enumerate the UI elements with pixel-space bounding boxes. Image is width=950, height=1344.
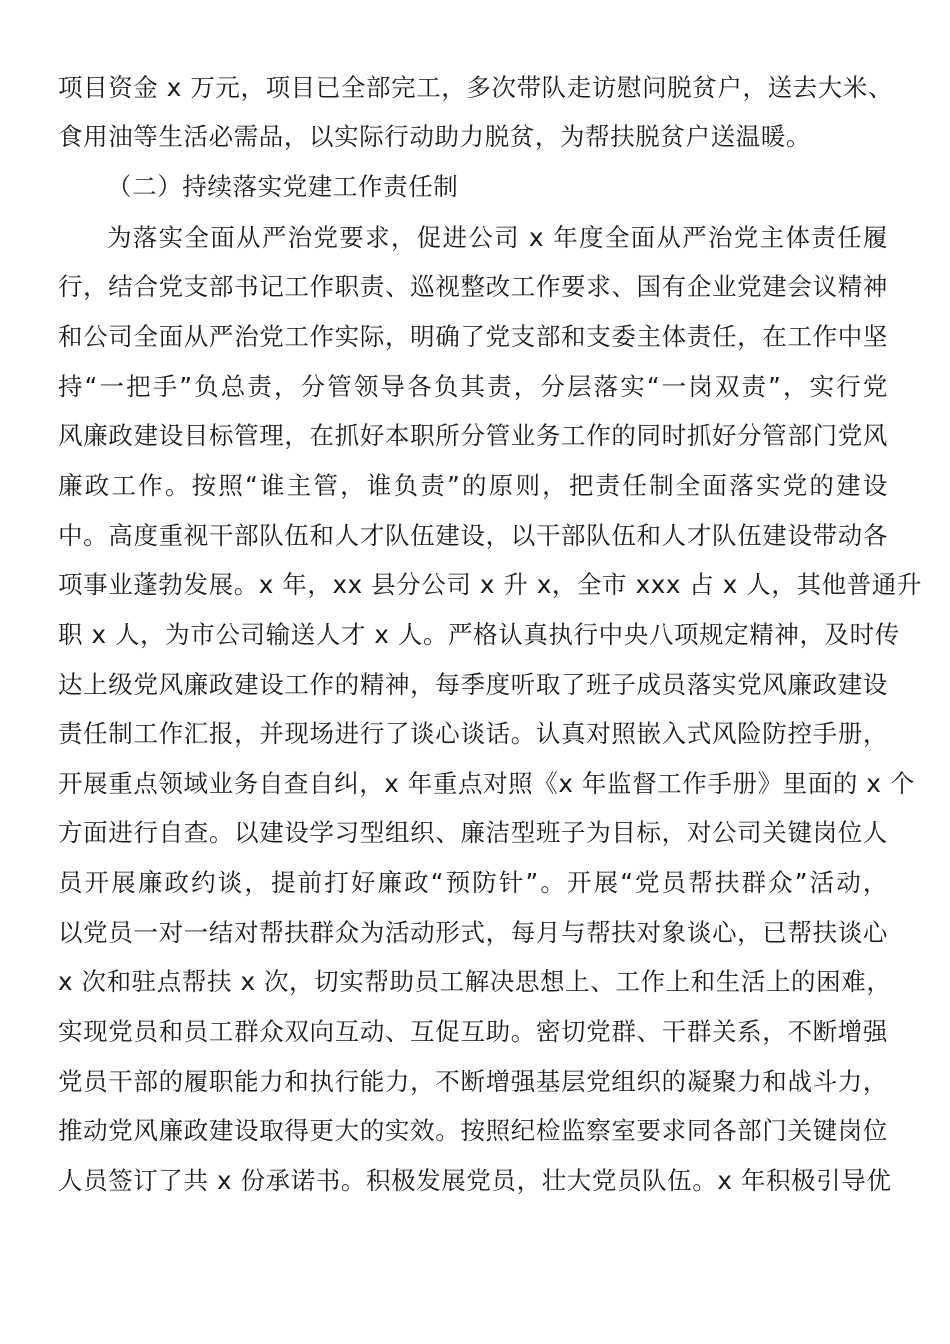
text-line: 推动党风廉政建设取得更大的实效。按照纪检监察室要求同各部门关键岗位 [58, 1116, 888, 1145]
text-line: 方面进行自查。以建设学习型组织、廉洁型班子为目标，对公司关键岗位人 [58, 818, 888, 847]
text-line: 和公司全面从严治党工作实际，明确了党支部和支委主体责任，在工作中坚 [58, 322, 888, 351]
text-line: 风廉政建设目标管理，在抓好本职所分管业务工作的同时抓好分管部门党风 [58, 421, 888, 450]
text-line: 达上级党风廉政建设工作的精神，每季度听取了班子成员落实党风廉政建设 [58, 670, 888, 699]
text-line: 项事业蓬勃发展。x 年，xx 县分公司 x 升 x，全市 xxx 占 x 人，其他普通升 [58, 570, 922, 599]
text-line: 项目资金 x 万元，项目已全部完工，多次带队走访慰问脱贫户，送去大米、 [58, 73, 894, 102]
text-line: 廉政工作。按照“谁主管，谁负责”的原则，把责任制全面落实党的建设 [58, 471, 888, 500]
text-line: 开展重点领域业务自查自纠，x 年重点对照《x 年监督工作手册》里面的 x 个 [58, 769, 915, 798]
text-line: 实现党员和员工群众双向互动、互促互助。密切党群、干群关系，不断增强 [58, 1017, 888, 1046]
text-line: 责任制工作汇报，并现场进行了谈心谈话。认真对照嵌入式风险防控手册， [58, 719, 888, 748]
text-line: 人员签订了共 x 份承诺书。积极发展党员，壮大党员队伍。x 年积极引导优 [58, 1166, 892, 1195]
text-line: x 次和驻点帮扶 x 次，切实帮助员工解决思想上、工作上和生活上的困难， [58, 967, 892, 996]
text-line: 行，结合党支部书记工作职责、巡视整改工作要求、国有企业党建会议精神 [58, 272, 888, 301]
text-line: 食用油等生活必需品，以实际行动助力脱贫，为帮扶脱贫户送温暖。 [58, 122, 811, 151]
text-line: 持“一把手”负总责，分管领导各负其责，分层落实“一岗双责”，实行党 [58, 372, 888, 401]
text-line: 以党员一对一结对帮扶群众为活动形式，每月与帮扶对象谈心，已帮扶谈心 [58, 918, 888, 947]
text-line: 中。高度重视干部队伍和人才队伍建设，以干部队伍和人才队伍建设带动各 [58, 521, 888, 550]
text-line: 员开展廉政约谈，提前打好廉政“预防针”。开展“党员帮扶群众”活动， [58, 868, 888, 897]
text-line: 为落实全面从严治党要求，促进公司 x 年度全面从严治党主体责任履 [107, 223, 888, 252]
section-heading: （二）持续落实党建工作责任制 [107, 172, 459, 201]
text-line: 党员干部的履职能力和执行能力，不断增强基层党组织的凝聚力和战斗力， [58, 1067, 888, 1096]
text-line: 职 x 人，为市公司输送人才 x 人。严格认真执行中央八项规定精神，及时传 [58, 620, 900, 649]
